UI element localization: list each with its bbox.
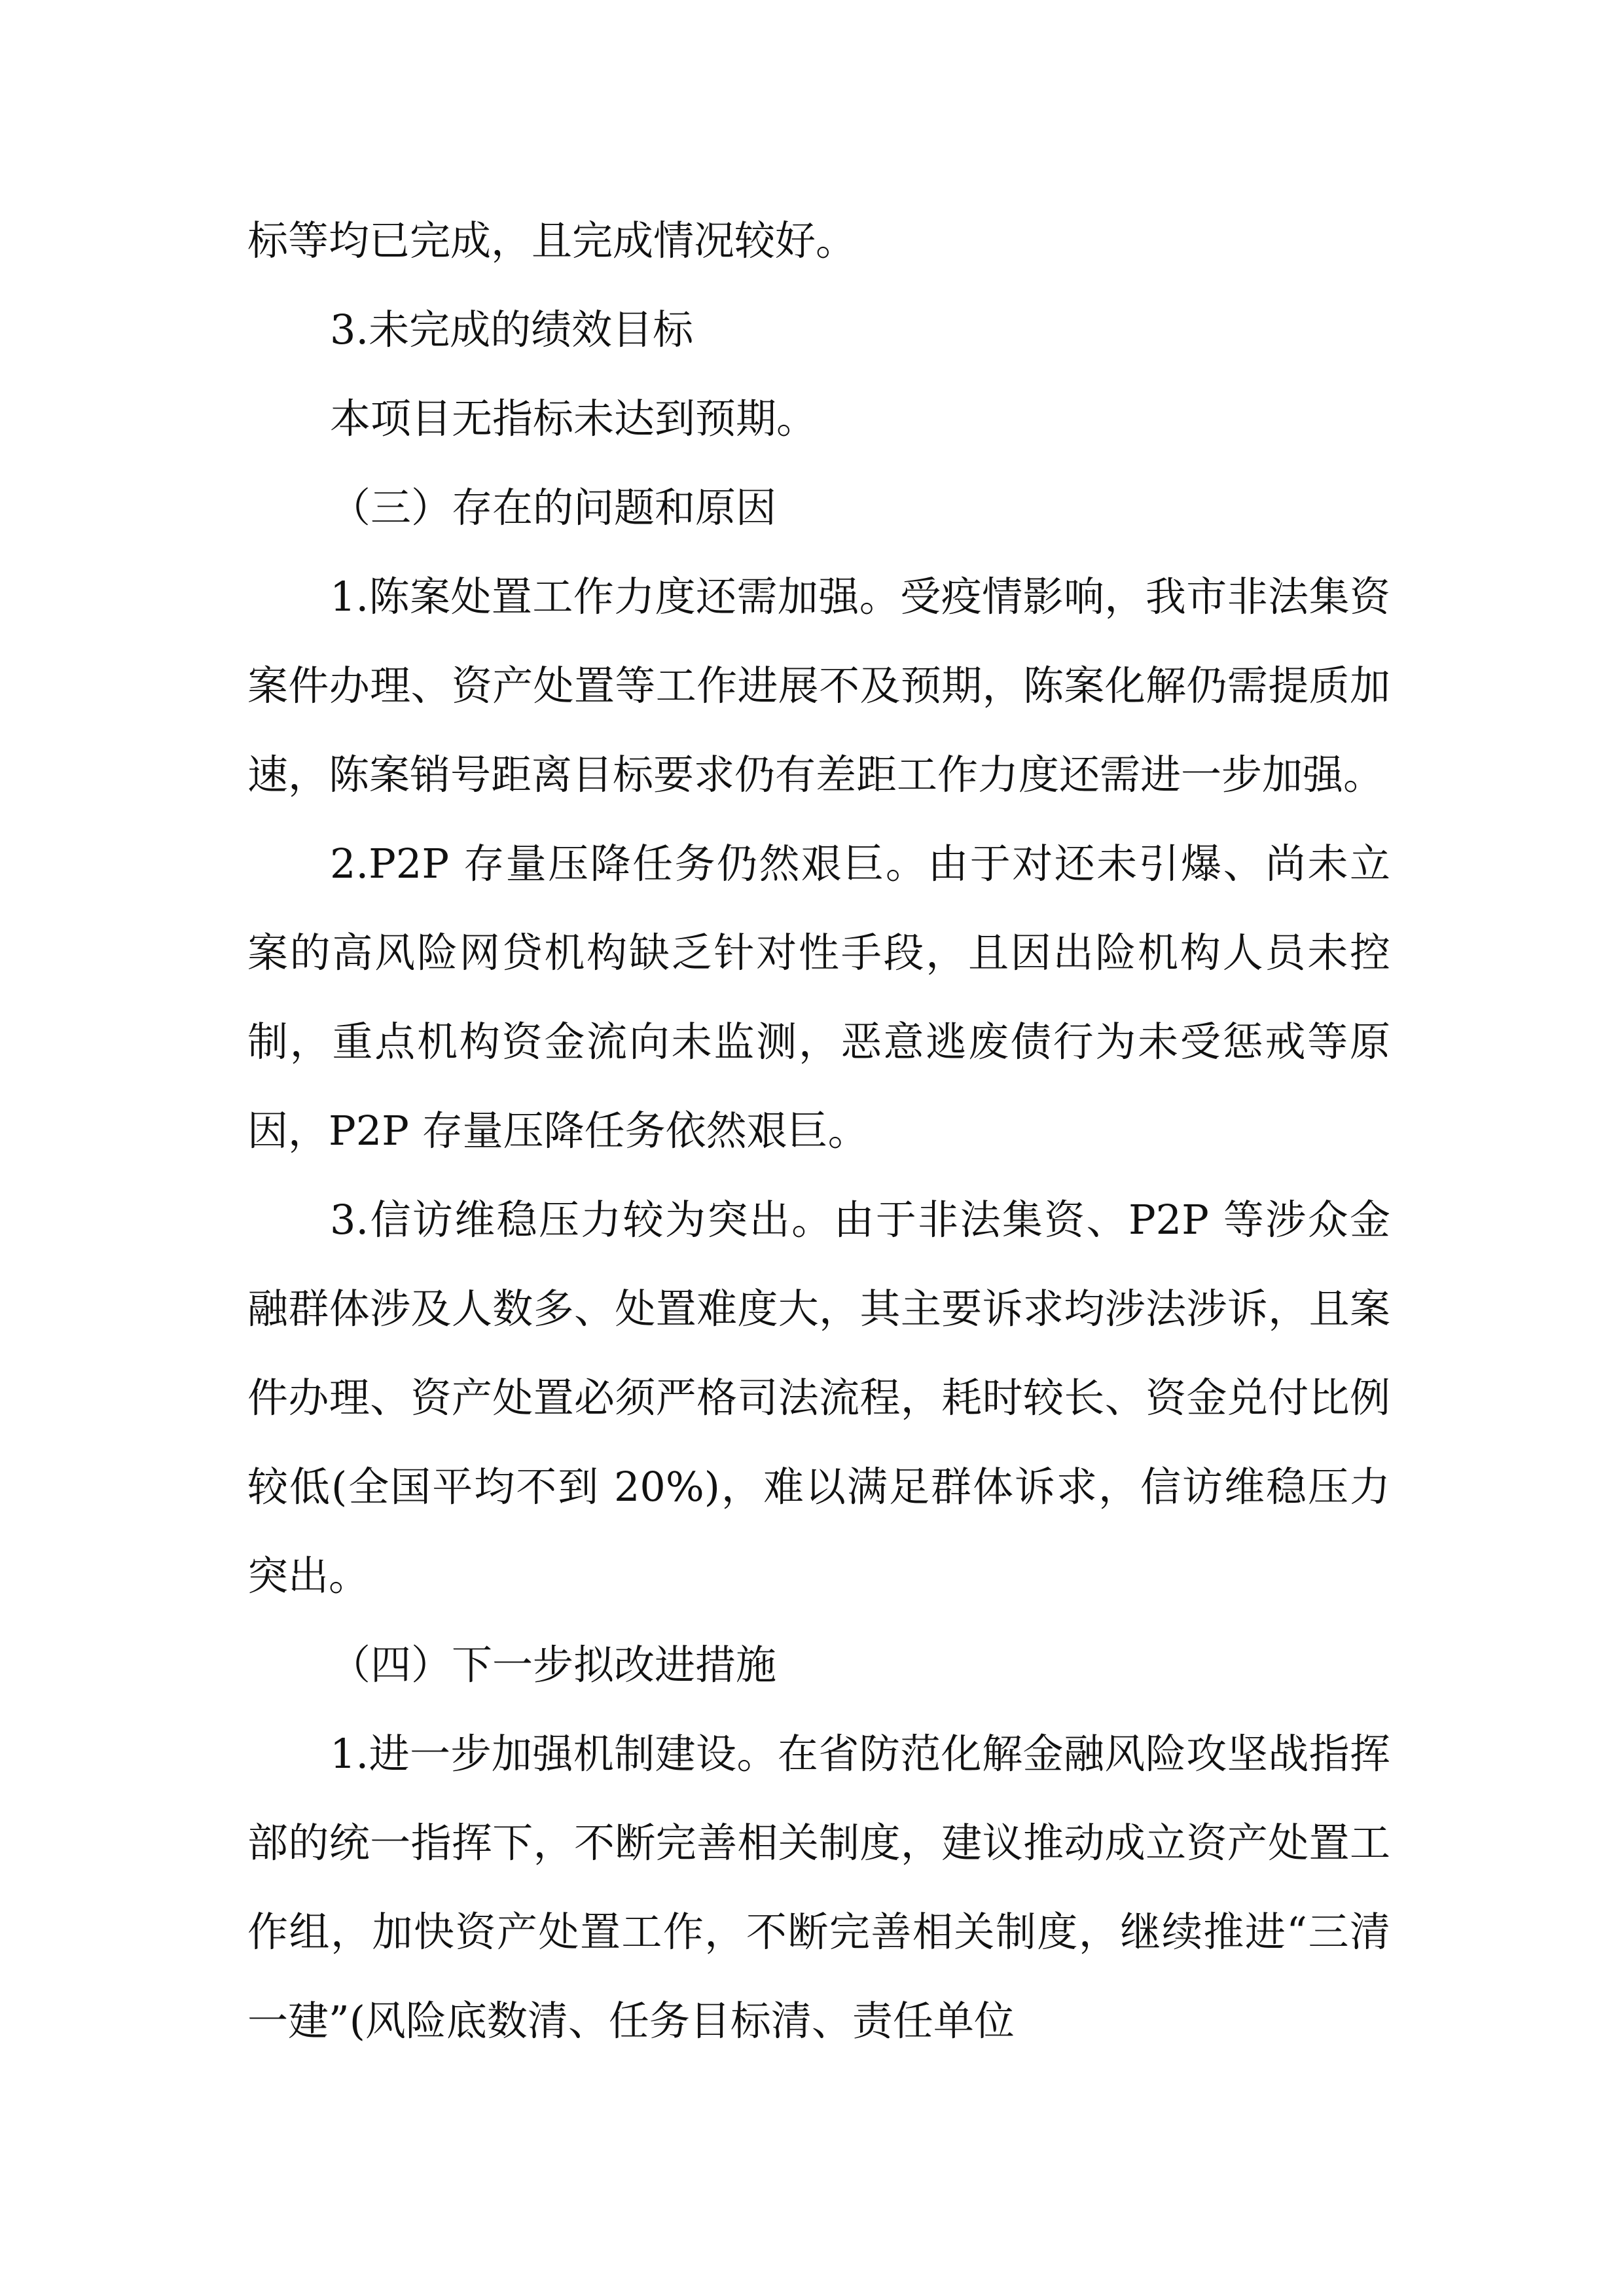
document-body xyxy=(247,196,1390,2066)
paragraph-problem-3: 3.信访维稳压力较为突出。由于非法集资、P2P 等涉众金融群体涉及人数多、处置难度大，其主要诉求均涉法涉诉，且案件办理、资产处置必须严格司法流程，耗时较长、资金兑付比例较低(全国平均不到 20%)，难以满足群体诉求，信访维稳压力突出。 xyxy=(247,1196,1390,1600)
paragraph-problem-1: 1.陈案处置工作力度还需加强。受疫情影响，我市非法集资案件办理、资产处置等工作进展不及预期，陈案化解仍需提质加速，陈案销号距离目标要求仍有差距工作力度还需进一步加强。 xyxy=(247,573,1390,798)
section-heading-problems: （三）存在的问题和原因 xyxy=(330,484,777,531)
paragraph-improvement-1: 1.进一步加强机制建设。在省防范化解金融风险攻坚战指挥部的统一指挥下，不断完善相关制度，建议推动成立资产处置工作组，加快资产处置工作，不断完善相关制度，继续推进“三清一建”(风险底数清、任务目标清、责任单位 xyxy=(247,1730,1390,2045)
paragraph-problem-2: 2.P2P 存量压降任务仍然艰巨。由于对还未引爆、尚未立案的高风险网贷机构缺乏针对性手段，且因出险机构人员未控制，重点机构资金流向未监测，恶意逃废债行为未受惩戒等原因，P2P 存量压降任务依然艰巨。 xyxy=(247,840,1390,1155)
heading-unmet-targets: 3.未完成的绩效目标 xyxy=(330,306,694,353)
section-heading-improvements: （四）下一步拟改进措施 xyxy=(330,1641,777,1689)
paragraph-no-unmet-targets: 本项目无指标未达到预期。 xyxy=(330,395,818,442)
paragraph-continuation: 标等均已完成，且完成情况较好。 xyxy=(247,217,857,264)
